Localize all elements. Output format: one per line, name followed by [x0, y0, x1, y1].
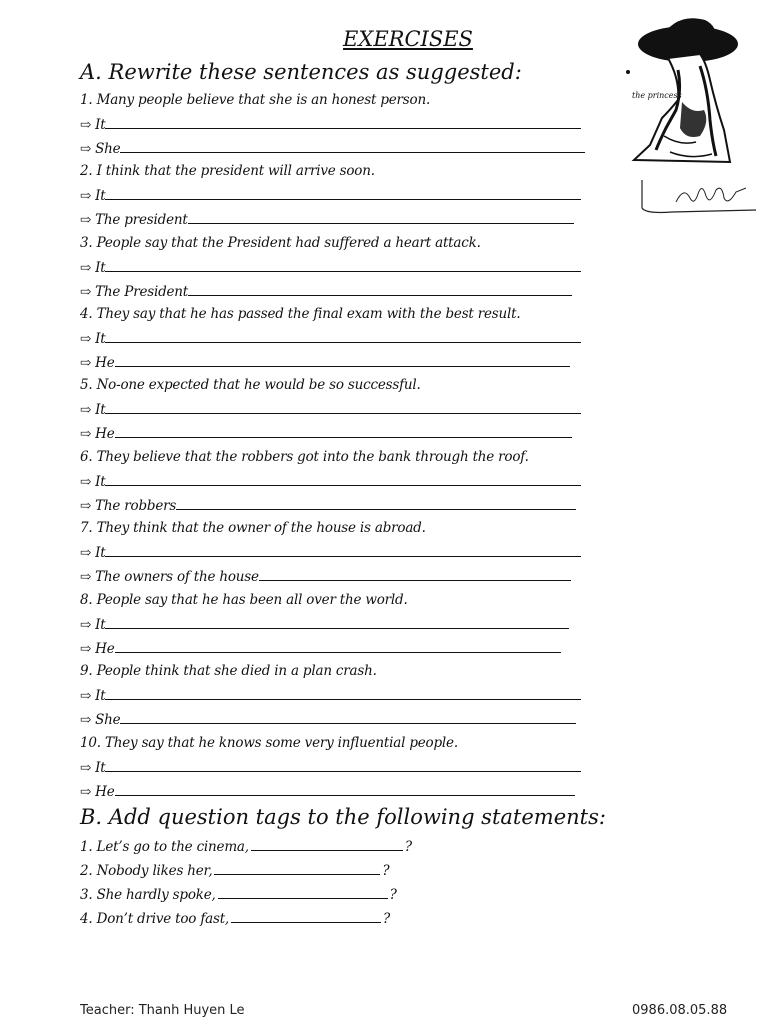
tag-statement: 1. Let’s go to the cinema,: [80, 839, 249, 855]
answer-blank[interactable]: [105, 616, 569, 629]
answer-line-2b: [80, 211, 574, 228]
question-4: 4. They say that he has passed the final exam with the best result.: [80, 306, 521, 322]
hat-crown: [660, 18, 716, 42]
arrow-icon: ⇨: [80, 545, 92, 561]
answer-blank[interactable]: [105, 401, 581, 414]
section-a-heading: A. Rewrite these sentences as suggested:: [80, 60, 522, 84]
answer-line-9a: [80, 687, 581, 704]
arrow-icon: ⇨: [80, 331, 92, 347]
answer-starter: It: [95, 331, 106, 347]
arrow-icon: ⇨: [80, 760, 92, 776]
question-8: 8. People say that he has been all over the world.: [80, 592, 408, 608]
tag-blank[interactable]: [231, 910, 381, 923]
answer-line-3b: [80, 283, 572, 300]
arrow-icon: ⇨: [80, 784, 92, 800]
answer-line-6a: [80, 473, 581, 490]
question-2: 2. I think that the president will arrive soon.: [80, 163, 375, 179]
answer-blank[interactable]: [105, 116, 581, 129]
tag-mark: ?: [389, 887, 397, 903]
answer-starter: It: [95, 188, 106, 204]
answer-blank[interactable]: [120, 711, 576, 724]
answer-blank[interactable]: [176, 497, 576, 510]
answer-blank[interactable]: [188, 211, 574, 224]
arrow-icon: ⇨: [80, 474, 92, 490]
arrow-icon: ⇨: [80, 498, 92, 514]
answer-starter: It: [95, 688, 106, 704]
answer-starter: It: [95, 545, 106, 561]
answer-line-2a: [80, 187, 581, 204]
answer-blank[interactable]: [115, 425, 572, 438]
arrow-icon: ⇨: [80, 617, 92, 633]
tag-question-2: [80, 862, 389, 879]
arrow-icon: ⇨: [80, 688, 92, 704]
answer-blank[interactable]: [188, 283, 572, 296]
tag-question-4: [80, 910, 390, 927]
answer-blank[interactable]: [105, 473, 581, 486]
answer-line-7b: [80, 568, 571, 585]
answer-starter: She: [95, 141, 121, 157]
answer-starter: He: [95, 641, 115, 657]
section-b-heading: B. Add question tags to the following statements:: [80, 805, 606, 829]
arrow-icon: ⇨: [80, 284, 92, 300]
tag-blank[interactable]: [251, 838, 403, 851]
signature-scribble: [676, 188, 746, 202]
tag-statement: 3. She hardly spoke,: [80, 887, 216, 903]
answer-starter: The President: [95, 284, 189, 300]
tag-blank[interactable]: [218, 886, 388, 899]
answer-blank[interactable]: [115, 354, 570, 367]
question-3: 3. People say that the President had suffered a heart attack.: [80, 235, 481, 251]
arrow-icon: ⇨: [80, 260, 92, 276]
answer-starter: It: [95, 260, 106, 276]
answer-starter: It: [95, 402, 106, 418]
tag-statement: 4. Don’t drive too fast,: [80, 911, 230, 927]
tag-mark: ?: [382, 863, 390, 879]
answer-line-5a: [80, 401, 581, 418]
arrow-icon: ⇨: [80, 212, 92, 228]
answer-blank[interactable]: [105, 187, 581, 200]
answer-blank[interactable]: [120, 140, 585, 153]
answer-blank[interactable]: [259, 568, 571, 581]
answer-starter: He: [95, 426, 115, 442]
answer-blank[interactable]: [115, 783, 575, 796]
answer-blank[interactable]: [105, 544, 581, 557]
tag-blank[interactable]: [214, 862, 380, 875]
teacher-signature: [632, 176, 762, 218]
answer-line-10a: [80, 759, 581, 776]
answer-line-3a: [80, 259, 581, 276]
question-1: 1. Many people believe that she is an honest person.: [80, 92, 431, 108]
answer-line-7a: [80, 544, 581, 561]
phone-number: 0986.08.05.88: [632, 1003, 728, 1018]
princess-illustration: [620, 10, 760, 170]
question-6: 6. They believe that the robbers got into the bank through the roof.: [80, 449, 529, 465]
question-7: 7. They think that the owner of the house is abroad.: [80, 520, 426, 536]
tag-mark: ?: [404, 839, 412, 855]
tag-statement: 2. Nobody likes her,: [80, 863, 213, 879]
arrow-icon: ⇨: [80, 188, 92, 204]
teacher-name: Teacher: Thanh Huyen Le: [80, 1003, 245, 1018]
answer-line-9b: [80, 711, 576, 728]
answer-starter: The robbers: [95, 498, 177, 514]
arrow-icon: ⇨: [80, 402, 92, 418]
tag-question-1: [80, 838, 412, 855]
answer-starter: She: [95, 712, 121, 728]
arrow-icon: ⇨: [80, 355, 92, 371]
question-5: 5. No-one expected that he would be so successful.: [80, 377, 421, 393]
answer-line-5b: [80, 425, 572, 442]
answer-starter: The owners of the house: [95, 569, 259, 585]
question-9: 9. People think that she died in a plan crash.: [80, 663, 377, 679]
answer-starter: The president: [95, 212, 188, 228]
signature-underline: [642, 180, 756, 213]
illustration-caption: the princess: [632, 91, 682, 100]
arrow-icon: ⇨: [80, 712, 92, 728]
answer-starter: It: [95, 617, 106, 633]
arrow-icon: ⇨: [80, 117, 92, 133]
arrow-icon: ⇨: [80, 141, 92, 157]
answer-line-1a: [80, 116, 581, 133]
answer-line-1b: [80, 140, 585, 157]
answer-starter: He: [95, 784, 115, 800]
answer-blank[interactable]: [115, 640, 561, 653]
answer-line-6b: [80, 497, 576, 514]
page-title: EXERCISES: [343, 27, 473, 51]
tag-mark: ?: [383, 911, 391, 927]
answer-blank[interactable]: [105, 759, 581, 772]
answer-starter: He: [95, 355, 115, 371]
tag-question-3: [80, 886, 397, 903]
answer-blank[interactable]: [105, 330, 581, 343]
answer-starter: It: [95, 474, 106, 490]
arrow-icon: ⇨: [80, 641, 92, 657]
arrow-icon: ⇨: [80, 569, 92, 585]
answer-blank[interactable]: [105, 259, 581, 272]
question-10: 10. They say that he knows some very influential people.: [80, 735, 458, 751]
answer-starter: It: [95, 760, 106, 776]
heart-dot: [626, 70, 630, 74]
answer-blank[interactable]: [105, 687, 581, 700]
answer-line-8a: [80, 616, 569, 633]
answer-line-10b: [80, 783, 575, 800]
answer-starter: It: [95, 117, 106, 133]
answer-line-8b: [80, 640, 561, 657]
arrow-icon: ⇨: [80, 426, 92, 442]
answer-line-4a: [80, 330, 581, 347]
answer-line-4b: [80, 354, 570, 371]
